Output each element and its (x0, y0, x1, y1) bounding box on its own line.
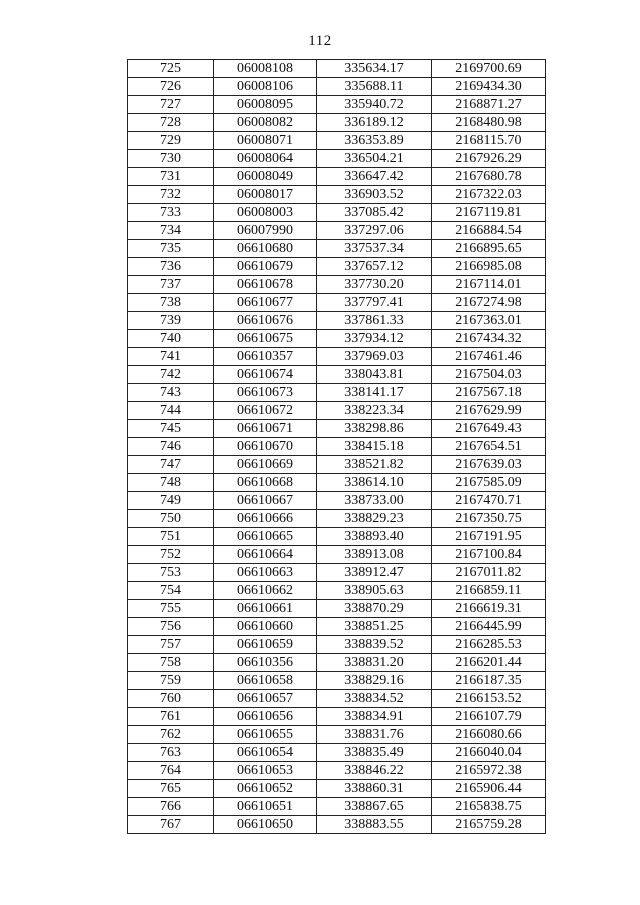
x-coordinate-cell: 337934.12 (317, 330, 432, 348)
point-id-cell: 06008049 (214, 168, 317, 186)
y-coordinate-cell: 2166201.44 (432, 654, 546, 672)
table-row (128, 60, 546, 78)
point-id-cell: 06610668 (214, 474, 317, 492)
point-id-cell: 06007990 (214, 222, 317, 240)
point-number-cell: 740 (128, 330, 214, 348)
x-coordinate-cell: 338912.47 (317, 564, 432, 582)
x-coordinate-cell: 338733.00 (317, 492, 432, 510)
point-number-cell: 767 (128, 816, 214, 834)
x-coordinate-cell: 335634.17 (317, 60, 432, 78)
x-coordinate-cell: 338829.23 (317, 510, 432, 528)
x-coordinate-cell: 338867.65 (317, 798, 432, 816)
table-row (128, 420, 546, 438)
point-id-cell: 06610651 (214, 798, 317, 816)
table-row (128, 330, 546, 348)
point-number-cell: 766 (128, 798, 214, 816)
table-row (128, 600, 546, 618)
point-number-cell: 755 (128, 600, 214, 618)
point-id-cell: 06610656 (214, 708, 317, 726)
table-row (128, 474, 546, 492)
point-id-cell: 06610675 (214, 330, 317, 348)
table-row (128, 294, 546, 312)
point-number-cell: 731 (128, 168, 214, 186)
table-row (128, 348, 546, 366)
y-coordinate-cell: 2167470.71 (432, 492, 546, 510)
point-id-cell: 06610664 (214, 546, 317, 564)
table-row (128, 456, 546, 474)
table-row (128, 240, 546, 258)
y-coordinate-cell: 2167654.51 (432, 438, 546, 456)
point-id-cell: 06610666 (214, 510, 317, 528)
x-coordinate-cell: 337969.03 (317, 348, 432, 366)
point-id-cell: 06610652 (214, 780, 317, 798)
table-row (128, 312, 546, 330)
x-coordinate-cell: 338835.49 (317, 744, 432, 762)
y-coordinate-cell: 2166859.11 (432, 582, 546, 600)
point-number-cell: 734 (128, 222, 214, 240)
y-coordinate-cell: 2165759.28 (432, 816, 546, 834)
x-coordinate-cell: 336504.21 (317, 150, 432, 168)
x-coordinate-cell: 338415.18 (317, 438, 432, 456)
point-id-cell: 06008082 (214, 114, 317, 132)
point-number-cell: 746 (128, 438, 214, 456)
x-coordinate-cell: 338893.40 (317, 528, 432, 546)
point-number-cell: 739 (128, 312, 214, 330)
x-coordinate-cell: 338913.08 (317, 546, 432, 564)
point-number-cell: 732 (128, 186, 214, 204)
y-coordinate-cell: 2167191.95 (432, 528, 546, 546)
table-row (128, 690, 546, 708)
y-coordinate-cell: 2165906.44 (432, 780, 546, 798)
point-id-cell: 06610663 (214, 564, 317, 582)
y-coordinate-cell: 2167926.29 (432, 150, 546, 168)
x-coordinate-cell: 337297.06 (317, 222, 432, 240)
point-number-cell: 737 (128, 276, 214, 294)
point-number-cell: 748 (128, 474, 214, 492)
x-coordinate-cell: 336903.52 (317, 186, 432, 204)
point-id-cell: 06610676 (214, 312, 317, 330)
y-coordinate-cell: 2166080.66 (432, 726, 546, 744)
y-coordinate-cell: 2169434.30 (432, 78, 546, 96)
x-coordinate-cell: 338870.29 (317, 600, 432, 618)
point-number-cell: 762 (128, 726, 214, 744)
point-id-cell: 06008106 (214, 78, 317, 96)
y-coordinate-cell: 2166153.52 (432, 690, 546, 708)
point-id-cell: 06610671 (214, 420, 317, 438)
point-id-cell: 06610653 (214, 762, 317, 780)
table-row (128, 276, 546, 294)
point-number-cell: 761 (128, 708, 214, 726)
page-number: 112 (308, 33, 332, 49)
point-number-cell: 728 (128, 114, 214, 132)
x-coordinate-cell: 335940.72 (317, 96, 432, 114)
point-number-cell: 745 (128, 420, 214, 438)
point-id-cell: 06610662 (214, 582, 317, 600)
point-number-cell: 743 (128, 384, 214, 402)
point-id-cell: 06610659 (214, 636, 317, 654)
x-coordinate-cell: 337797.41 (317, 294, 432, 312)
point-id-cell: 06610657 (214, 690, 317, 708)
x-coordinate-cell: 337537.34 (317, 240, 432, 258)
point-id-cell: 06610680 (214, 240, 317, 258)
point-number-cell: 725 (128, 60, 214, 78)
point-number-cell: 760 (128, 690, 214, 708)
x-coordinate-cell: 335688.11 (317, 78, 432, 96)
y-coordinate-cell: 2165838.75 (432, 798, 546, 816)
table-row (128, 366, 546, 384)
table-row (128, 708, 546, 726)
point-number-cell: 727 (128, 96, 214, 114)
point-id-cell: 06610669 (214, 456, 317, 474)
y-coordinate-cell: 2167100.84 (432, 546, 546, 564)
x-coordinate-cell: 338831.20 (317, 654, 432, 672)
point-id-cell: 06610654 (214, 744, 317, 762)
y-coordinate-cell: 2166040.04 (432, 744, 546, 762)
table-row (128, 528, 546, 546)
x-coordinate-cell: 338905.63 (317, 582, 432, 600)
point-number-cell: 726 (128, 78, 214, 96)
x-coordinate-cell: 338834.91 (317, 708, 432, 726)
table-row (128, 204, 546, 222)
point-number-cell: 759 (128, 672, 214, 690)
table-row (128, 798, 546, 816)
point-id-cell: 06610650 (214, 816, 317, 834)
x-coordinate-cell: 338834.52 (317, 690, 432, 708)
point-id-cell: 06610356 (214, 654, 317, 672)
y-coordinate-cell: 2167629.99 (432, 402, 546, 420)
point-number-cell: 744 (128, 402, 214, 420)
table-row (128, 564, 546, 582)
table-row (128, 78, 546, 96)
point-number-cell: 764 (128, 762, 214, 780)
point-id-cell: 06610678 (214, 276, 317, 294)
x-coordinate-cell: 338223.34 (317, 402, 432, 420)
y-coordinate-cell: 2169700.69 (432, 60, 546, 78)
y-coordinate-cell: 2167350.75 (432, 510, 546, 528)
point-id-cell: 06610674 (214, 366, 317, 384)
table-row (128, 816, 546, 834)
y-coordinate-cell: 2167363.01 (432, 312, 546, 330)
x-coordinate-cell: 337861.33 (317, 312, 432, 330)
point-id-cell: 06008003 (214, 204, 317, 222)
y-coordinate-cell: 2166445.99 (432, 618, 546, 636)
table-row (128, 258, 546, 276)
x-coordinate-cell: 338043.81 (317, 366, 432, 384)
y-coordinate-cell: 2168871.27 (432, 96, 546, 114)
point-number-cell: 747 (128, 456, 214, 474)
x-coordinate-cell: 338883.55 (317, 816, 432, 834)
point-number-cell: 733 (128, 204, 214, 222)
table-row (128, 546, 546, 564)
point-number-cell: 752 (128, 546, 214, 564)
y-coordinate-cell: 2167114.01 (432, 276, 546, 294)
point-id-cell: 06610667 (214, 492, 317, 510)
point-id-cell: 06008095 (214, 96, 317, 114)
point-number-cell: 735 (128, 240, 214, 258)
x-coordinate-cell: 338521.82 (317, 456, 432, 474)
y-coordinate-cell: 2167504.03 (432, 366, 546, 384)
x-coordinate-cell: 338846.22 (317, 762, 432, 780)
y-coordinate-cell: 2167649.43 (432, 420, 546, 438)
x-coordinate-cell: 338851.25 (317, 618, 432, 636)
point-id-cell: 06610673 (214, 384, 317, 402)
y-coordinate-cell: 2166985.08 (432, 258, 546, 276)
y-coordinate-cell: 2167322.03 (432, 186, 546, 204)
point-number-cell: 738 (128, 294, 214, 312)
point-id-cell: 06610655 (214, 726, 317, 744)
table-row (128, 510, 546, 528)
x-coordinate-cell: 338831.76 (317, 726, 432, 744)
point-number-cell: 751 (128, 528, 214, 546)
y-coordinate-cell: 2166884.54 (432, 222, 546, 240)
point-number-cell: 749 (128, 492, 214, 510)
x-coordinate-cell: 336353.89 (317, 132, 432, 150)
table-row (128, 654, 546, 672)
coordinates-table (127, 59, 546, 834)
y-coordinate-cell: 2167434.32 (432, 330, 546, 348)
table-row (128, 168, 546, 186)
x-coordinate-cell: 337730.20 (317, 276, 432, 294)
point-id-cell: 06008108 (214, 60, 317, 78)
table-row (128, 726, 546, 744)
table-row (128, 222, 546, 240)
y-coordinate-cell: 2167274.98 (432, 294, 546, 312)
point-number-cell: 758 (128, 654, 214, 672)
x-coordinate-cell: 337085.42 (317, 204, 432, 222)
table-row (128, 150, 546, 168)
table-row (128, 672, 546, 690)
table-row (128, 780, 546, 798)
x-coordinate-cell: 338839.52 (317, 636, 432, 654)
point-number-cell: 765 (128, 780, 214, 798)
y-coordinate-cell: 2168115.70 (432, 132, 546, 150)
point-number-cell: 756 (128, 618, 214, 636)
table-row (128, 438, 546, 456)
point-id-cell: 06610660 (214, 618, 317, 636)
point-id-cell: 06610661 (214, 600, 317, 618)
y-coordinate-cell: 2166285.53 (432, 636, 546, 654)
point-number-cell: 757 (128, 636, 214, 654)
x-coordinate-cell: 338614.10 (317, 474, 432, 492)
table-row (128, 186, 546, 204)
point-number-cell: 763 (128, 744, 214, 762)
table-row (128, 582, 546, 600)
y-coordinate-cell: 2167567.18 (432, 384, 546, 402)
y-coordinate-cell: 2167585.09 (432, 474, 546, 492)
y-coordinate-cell: 2167011.82 (432, 564, 546, 582)
point-number-cell: 754 (128, 582, 214, 600)
y-coordinate-cell: 2166107.79 (432, 708, 546, 726)
x-coordinate-cell: 338298.86 (317, 420, 432, 438)
point-number-cell: 742 (128, 366, 214, 384)
point-id-cell: 06008017 (214, 186, 317, 204)
table-row (128, 492, 546, 510)
point-number-cell: 736 (128, 258, 214, 276)
table-row (128, 384, 546, 402)
point-number-cell: 753 (128, 564, 214, 582)
table-row (128, 402, 546, 420)
y-coordinate-cell: 2167461.46 (432, 348, 546, 366)
y-coordinate-cell: 2167680.78 (432, 168, 546, 186)
point-id-cell: 06610672 (214, 402, 317, 420)
table-row (128, 744, 546, 762)
table-row (128, 636, 546, 654)
x-coordinate-cell: 337657.12 (317, 258, 432, 276)
y-coordinate-cell: 2168480.98 (432, 114, 546, 132)
table-row (128, 132, 546, 150)
x-coordinate-cell: 338141.17 (317, 384, 432, 402)
point-id-cell: 06610658 (214, 672, 317, 690)
point-number-cell: 741 (128, 348, 214, 366)
x-coordinate-cell: 338829.16 (317, 672, 432, 690)
table-row (128, 114, 546, 132)
y-coordinate-cell: 2167639.03 (432, 456, 546, 474)
table-row (128, 762, 546, 780)
point-number-cell: 750 (128, 510, 214, 528)
point-id-cell: 06610679 (214, 258, 317, 276)
x-coordinate-cell: 338860.31 (317, 780, 432, 798)
x-coordinate-cell: 336647.42 (317, 168, 432, 186)
point-number-cell: 730 (128, 150, 214, 168)
point-id-cell: 06610677 (214, 294, 317, 312)
y-coordinate-cell: 2167119.81 (432, 204, 546, 222)
point-id-cell: 06610357 (214, 348, 317, 366)
y-coordinate-cell: 2165972.38 (432, 762, 546, 780)
point-id-cell: 06610670 (214, 438, 317, 456)
table-row (128, 96, 546, 114)
y-coordinate-cell: 2166187.35 (432, 672, 546, 690)
point-number-cell: 729 (128, 132, 214, 150)
y-coordinate-cell: 2166619.31 (432, 600, 546, 618)
point-id-cell: 06008071 (214, 132, 317, 150)
table-row (128, 618, 546, 636)
point-id-cell: 06610665 (214, 528, 317, 546)
x-coordinate-cell: 336189.12 (317, 114, 432, 132)
y-coordinate-cell: 2166895.65 (432, 240, 546, 258)
coordinates-table-body (128, 60, 546, 834)
point-id-cell: 06008064 (214, 150, 317, 168)
